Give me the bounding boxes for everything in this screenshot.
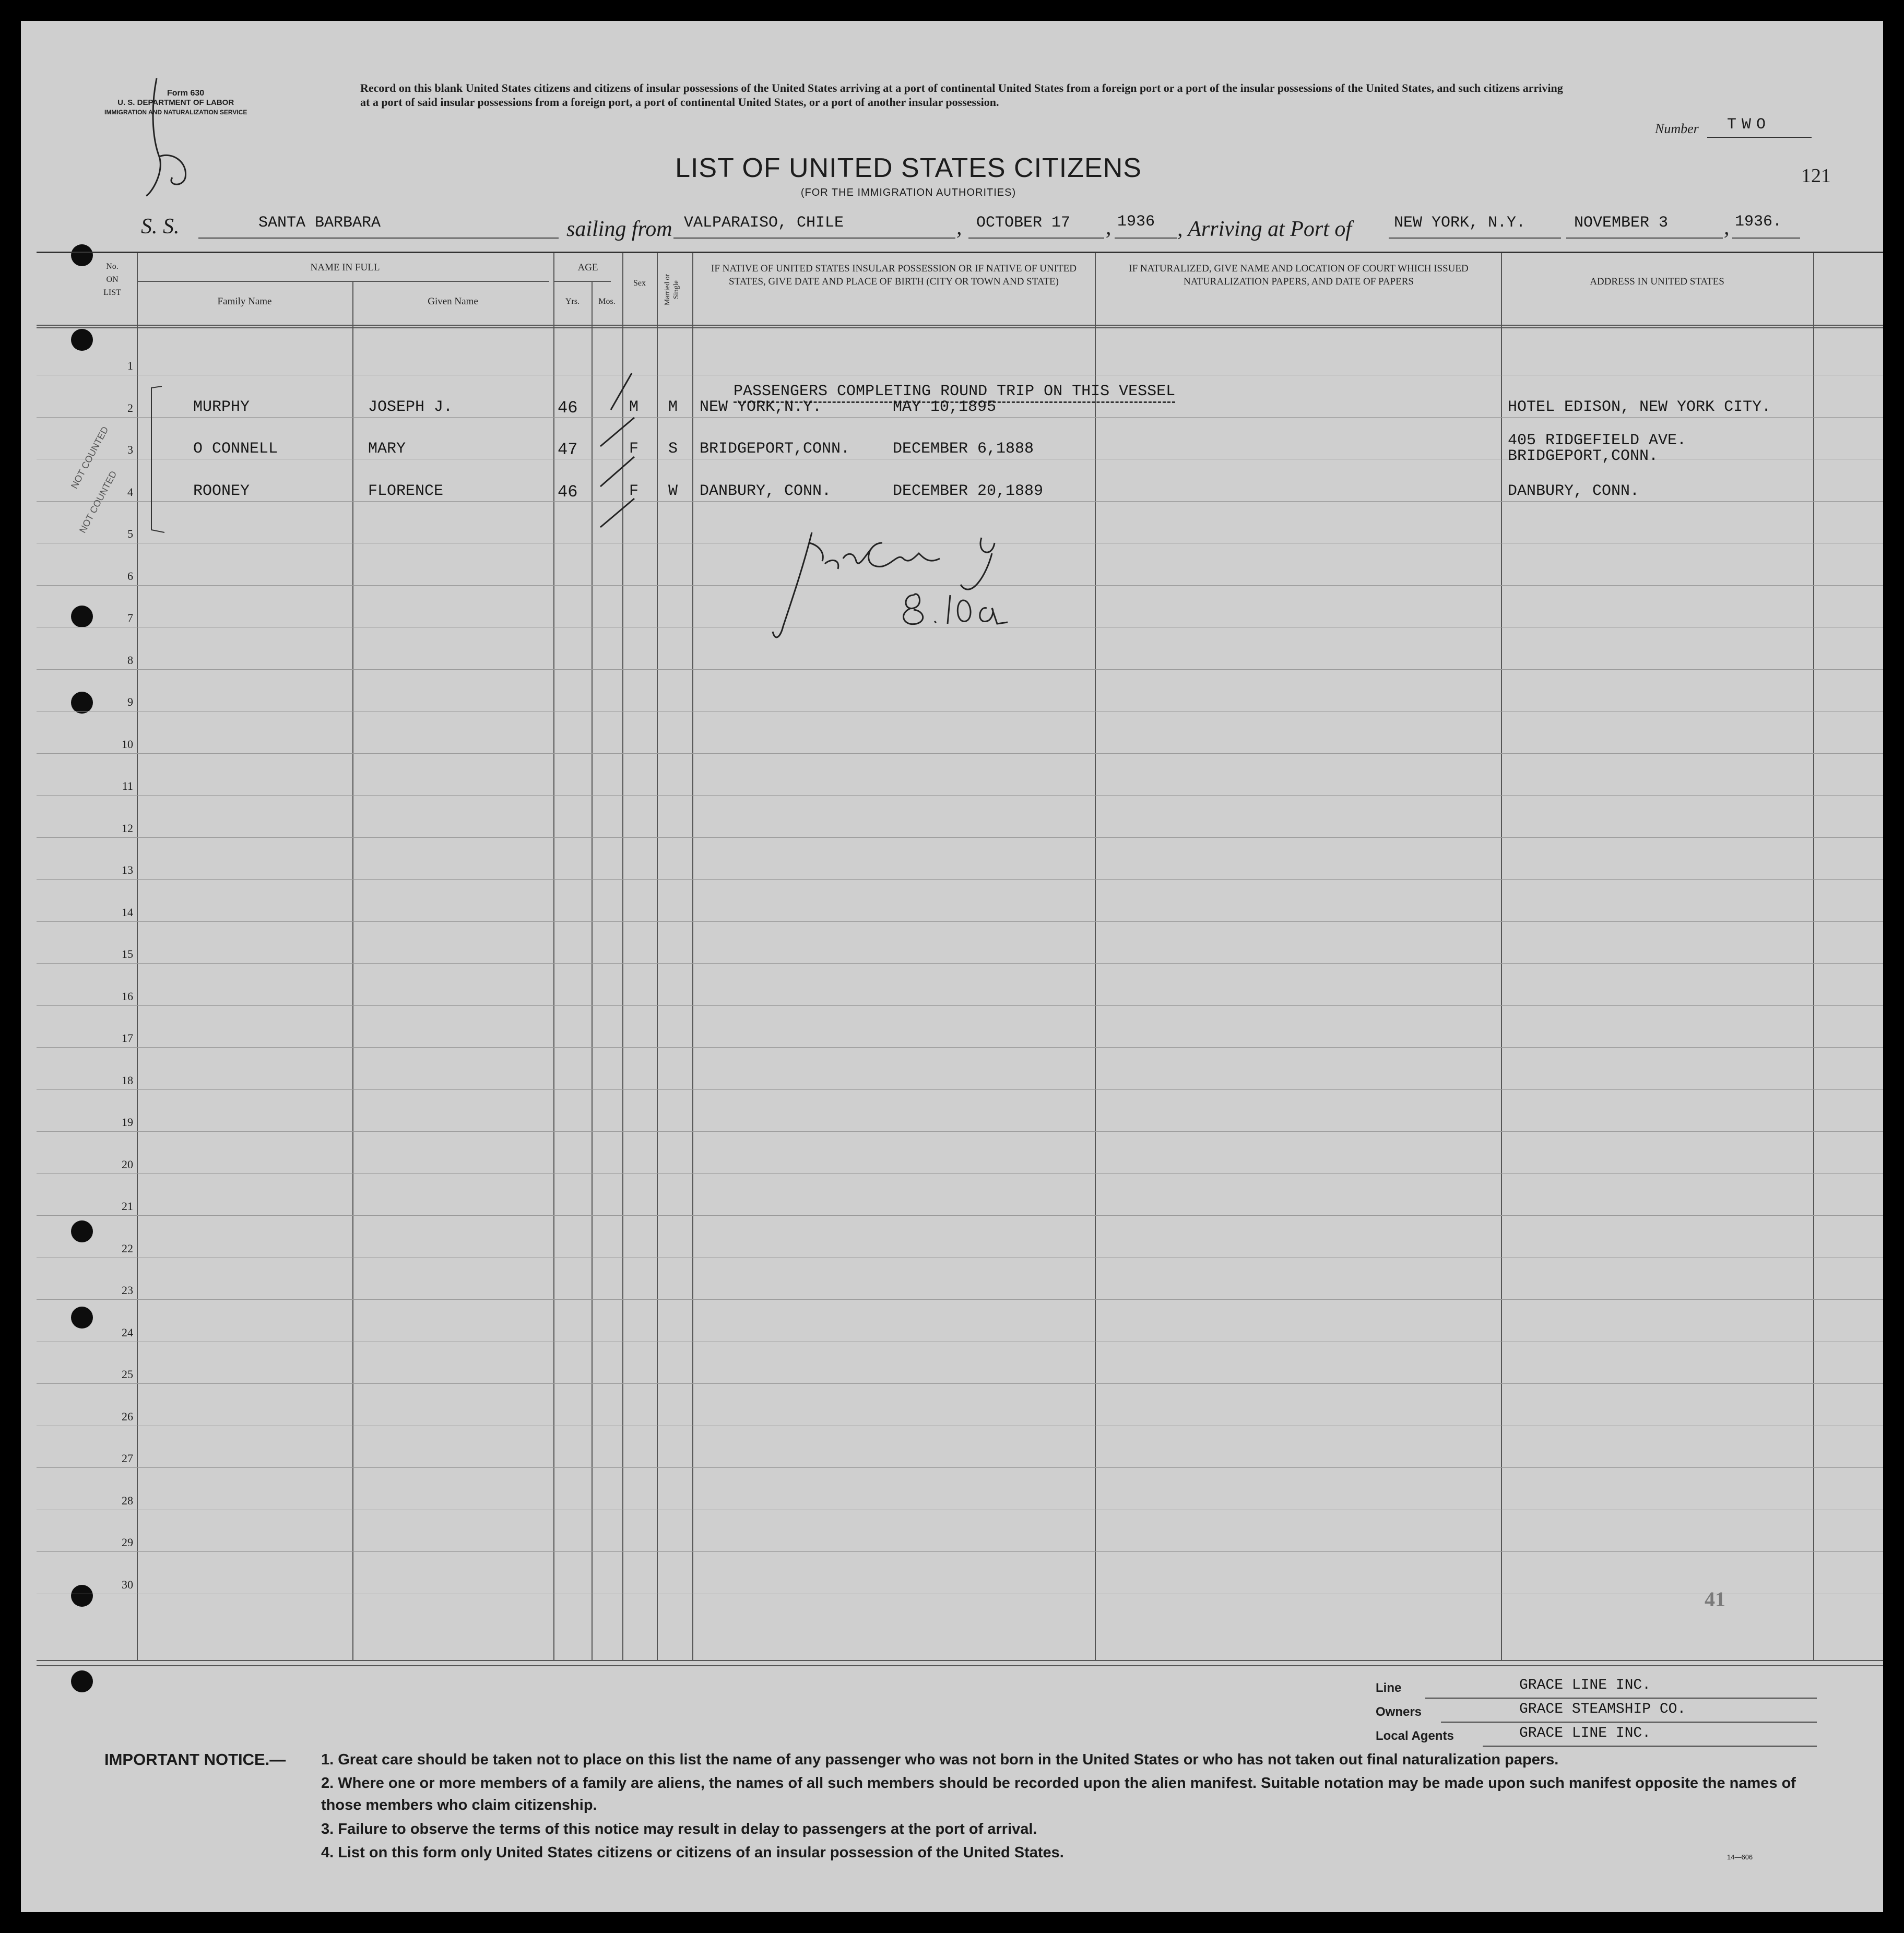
passenger-age: 47	[558, 440, 578, 459]
arrival-year-underline	[1732, 238, 1800, 239]
punch-hole	[71, 1670, 93, 1692]
arriving-label: , Arriving at Port of	[1177, 217, 1352, 241]
row-number: 17	[122, 1031, 133, 1045]
page-number: 121	[1801, 165, 1831, 187]
passenger-birthplace: BRIDGEPORT,CONN.	[700, 440, 850, 458]
notice-item-1: 1. Great care should be taken not to place on this list the name of any passenger who was not born in the United States or who has not taken out final naturalization papers.	[321, 1751, 1559, 1768]
col-header-age: AGE	[577, 262, 598, 273]
passenger-birthdate: MAY 10,1895	[893, 398, 997, 416]
passenger-given-name: JOSEPH J.	[368, 398, 453, 416]
row-number: 1	[127, 359, 133, 372]
row-rule	[37, 1467, 1883, 1468]
col-divider	[553, 253, 554, 1660]
line-underline	[1425, 1698, 1817, 1699]
punch-hole	[71, 606, 93, 627]
arrival-underline	[1389, 238, 1561, 239]
print-code: 14—606	[1727, 1853, 1753, 1861]
passenger-sex: M	[629, 398, 639, 416]
col-divider	[1501, 253, 1502, 1660]
departure-date: OCTOBER 17	[976, 214, 1071, 232]
passenger-address: HOTEL EDISON, NEW YORK CITY.	[1508, 398, 1771, 416]
passenger-family-name: ROONEY	[193, 482, 250, 500]
col-header-name-in-full: NAME IN FULL	[310, 262, 380, 273]
row-bracket	[141, 384, 167, 535]
row-rule	[37, 837, 1883, 838]
row-number: 6	[127, 569, 133, 583]
col-divider	[692, 253, 693, 1660]
row-rule	[37, 1131, 1883, 1132]
table-bottom-border	[37, 1660, 1883, 1661]
col-header-no: No. ON LIST	[103, 262, 121, 297]
count-stamp: 41	[1705, 1587, 1725, 1611]
row-number: 3	[127, 443, 133, 456]
not-counted-stamp: NOT COUNTED	[69, 424, 111, 491]
notice-item-4: 4. List on this form only United States citizens or citizens of an insular possession of the United States.	[321, 1844, 1064, 1861]
row-number: 18	[122, 1073, 133, 1087]
agents-label: Local Agents	[1376, 1729, 1454, 1743]
row-number: 20	[122, 1157, 133, 1171]
punch-hole	[71, 692, 93, 714]
row-number: 12	[122, 821, 133, 835]
row-number: 5	[127, 527, 133, 540]
row-number: 2	[127, 401, 133, 414]
agents-value: GRACE LINE INC.	[1519, 1725, 1651, 1741]
row-rule	[37, 921, 1883, 922]
passenger-sex: F	[629, 440, 639, 458]
handwritten-mark	[136, 73, 198, 198]
comma: ,	[956, 216, 962, 240]
row-number: 14	[122, 905, 133, 919]
col-header-birth: IF NATIVE OF UNITED STATES INSULAR POSSESSION OR IF NATIVE OF UNITED STATES, GIVE DATE AND PLACE OF BIRTH (CITY OR TOWN AND STATE)	[711, 263, 1077, 287]
row-number: 11	[122, 779, 133, 792]
departure-year-underline	[1115, 238, 1177, 239]
arrival-year: 1936.	[1735, 213, 1782, 231]
col-header-family-name: Family Name	[217, 296, 272, 307]
table-top-border	[37, 252, 1883, 253]
passenger-birthplace: DANBURY, CONN.	[700, 482, 832, 500]
owners-underline	[1441, 1722, 1817, 1723]
departure-port: VALPARAISO, CHILE	[684, 214, 844, 232]
col-divider	[657, 253, 658, 1660]
passenger-sex: F	[629, 482, 639, 500]
row-number: 28	[122, 1493, 133, 1507]
row-rule	[37, 753, 1883, 754]
page-title: LIST OF UNITED STATES CITIZENS	[675, 153, 1142, 183]
passenger-marital-status: S	[668, 440, 678, 458]
punch-hole	[71, 1585, 93, 1607]
row-number: 9	[127, 695, 133, 708]
col-divider	[352, 282, 353, 1660]
col-divider	[137, 253, 138, 1660]
list-number: TWO	[1727, 116, 1771, 134]
row-number: 19	[122, 1116, 133, 1129]
row-number: 29	[122, 1536, 133, 1549]
notice-item-3: 3. Failure to observe the terms of this notice may result in delay to passengers at the port of arrival.	[321, 1821, 1037, 1837]
row-rule	[37, 795, 1883, 796]
row-number: 4	[127, 485, 133, 499]
passenger-age: 46	[558, 398, 578, 418]
passenger-address-line2: BRIDGEPORT,CONN.	[1508, 447, 1659, 465]
arrival-date: NOVEMBER 3	[1574, 214, 1669, 232]
passenger-address: 405 RIDGEFIELD AVE.	[1508, 432, 1687, 449]
row-number: 8	[127, 653, 133, 667]
punch-hole	[71, 329, 93, 351]
ss-label: S. S.	[141, 215, 180, 239]
row-number: 25	[122, 1368, 133, 1381]
col-header-married: Married or Single	[664, 274, 680, 306]
row-number: 27	[122, 1452, 133, 1465]
row-rule	[37, 1383, 1883, 1384]
col-header-sex: Sex	[633, 279, 646, 288]
row-rule	[37, 1551, 1883, 1552]
agents-underline	[1483, 1746, 1817, 1747]
number-underline	[1707, 137, 1812, 138]
row-rule	[37, 669, 1883, 670]
row-number: 26	[122, 1409, 133, 1423]
table-bottom-border	[37, 1665, 1883, 1666]
passenger-given-name: FLORENCE	[368, 482, 444, 500]
passenger-birthdate: DECEMBER 6,1888	[893, 440, 1034, 458]
row-number: 22	[122, 1241, 133, 1255]
row-rule	[37, 417, 1883, 418]
row-rule	[37, 1299, 1883, 1300]
passenger-address: DANBURY, CONN.	[1508, 482, 1640, 500]
passenger-given-name: MARY	[368, 440, 406, 458]
col-header-address: ADDRESS IN UNITED STATES	[1590, 276, 1724, 287]
comma: ,	[1724, 216, 1730, 240]
handwritten-signature	[762, 522, 1034, 653]
col-divider	[1095, 253, 1096, 1660]
row-number: 13	[122, 863, 133, 876]
row-rule	[37, 1047, 1883, 1048]
number-label: Number	[1655, 121, 1699, 136]
col-divider	[592, 282, 593, 1660]
round-trip-heading: PASSENGERS COMPLETING ROUND TRIP ON THIS VESSEL	[734, 383, 1175, 400]
row-rule	[37, 963, 1883, 964]
not-counted-stamp: NOT COUNTED	[77, 469, 119, 535]
passenger-birthdate: DECEMBER 20,1889	[893, 482, 1044, 500]
row-rule	[37, 1005, 1883, 1006]
col-header-naturalized: IF NATURALIZED, GIVE NAME AND LOCATION OF COURT WHICH ISSUED NATURALIZATION PAPERS, AND DATE OF PAPERS	[1129, 263, 1469, 287]
page-subtitle: (FOR THE IMMIGRATION AUTHORITIES)	[800, 187, 1016, 198]
age-tick-marks	[595, 371, 642, 532]
col-header-given-name: Given Name	[428, 296, 478, 307]
line-label: Line	[1376, 1681, 1402, 1695]
arrival-date-underline	[1566, 238, 1723, 239]
row-number: 30	[122, 1578, 133, 1591]
row-rule	[37, 879, 1883, 880]
row-rule	[37, 1173, 1883, 1174]
departure-underline	[673, 238, 955, 239]
passenger-family-name: O CONNELL	[193, 440, 278, 458]
passenger-marital-status: M	[668, 398, 678, 416]
owners-value: GRACE STEAMSHIP CO.	[1519, 1701, 1686, 1717]
row-number: 21	[122, 1200, 133, 1213]
vessel-name: SANTA BARBARA	[258, 214, 381, 232]
row-number: 24	[122, 1325, 133, 1339]
header-bottom-border	[37, 327, 1883, 328]
passenger-birthplace: NEW YORK,N.Y.	[700, 398, 822, 416]
punch-hole	[71, 1220, 93, 1242]
row-rule	[37, 501, 1883, 502]
notice-item-2: 2. Where one or more members of a family are aliens, the names of all such members should be recorded upon the alien manifest. Suitable notation may be made upon such manifest opposite the names of those members who claim citizenship.	[321, 1775, 1796, 1813]
owners-label: Owners	[1376, 1705, 1422, 1719]
passenger-marital-status: W	[668, 482, 678, 500]
header-bottom-border	[37, 325, 1883, 326]
row-rule	[37, 1215, 1883, 1216]
row-rule	[37, 1089, 1883, 1090]
record-instructions: Record on this blank United States citizens and citizens of insular possessions of the United States arriving at a port of continental United States from a foreign port or a port of the insular possessions of the United States, and such citizens arriving at a port of said insular possessions from a foreign port, a port of continental United States, or a port of another insular possession.	[360, 81, 1563, 109]
passenger-family-name: MURPHY	[193, 398, 250, 416]
col-header-yrs: Yrs.	[565, 297, 580, 306]
col-header-mos: Mos.	[598, 297, 616, 306]
manifest-sheet	[21, 21, 1883, 1912]
passenger-age: 46	[558, 482, 578, 502]
col-divider	[1813, 253, 1814, 1660]
punch-hole	[71, 1307, 93, 1329]
row-number: 7	[127, 611, 133, 624]
line-value: GRACE LINE INC.	[1519, 1677, 1651, 1693]
departure-date-underline	[968, 238, 1104, 239]
arrival-port: NEW YORK, N.Y.	[1394, 214, 1526, 232]
row-number: 16	[122, 989, 133, 1003]
row-number: 23	[122, 1284, 133, 1297]
age-group-divider	[554, 281, 611, 282]
notice-heading: IMPORTANT NOTICE.—	[104, 1750, 286, 1769]
form-identifier: Form 630 U. S. DEPARTMENT OF LABOR IMMIGRATION AND NATURALIZATION SERVICE	[104, 89, 247, 116]
row-number: 10	[122, 737, 133, 751]
vessel-underline	[198, 238, 559, 239]
comma: ,	[1106, 216, 1111, 240]
sailing-from-label: sailing from	[566, 217, 672, 241]
row-number: 15	[122, 947, 133, 960]
name-group-divider	[137, 281, 549, 282]
departure-year: 1936	[1117, 213, 1155, 231]
